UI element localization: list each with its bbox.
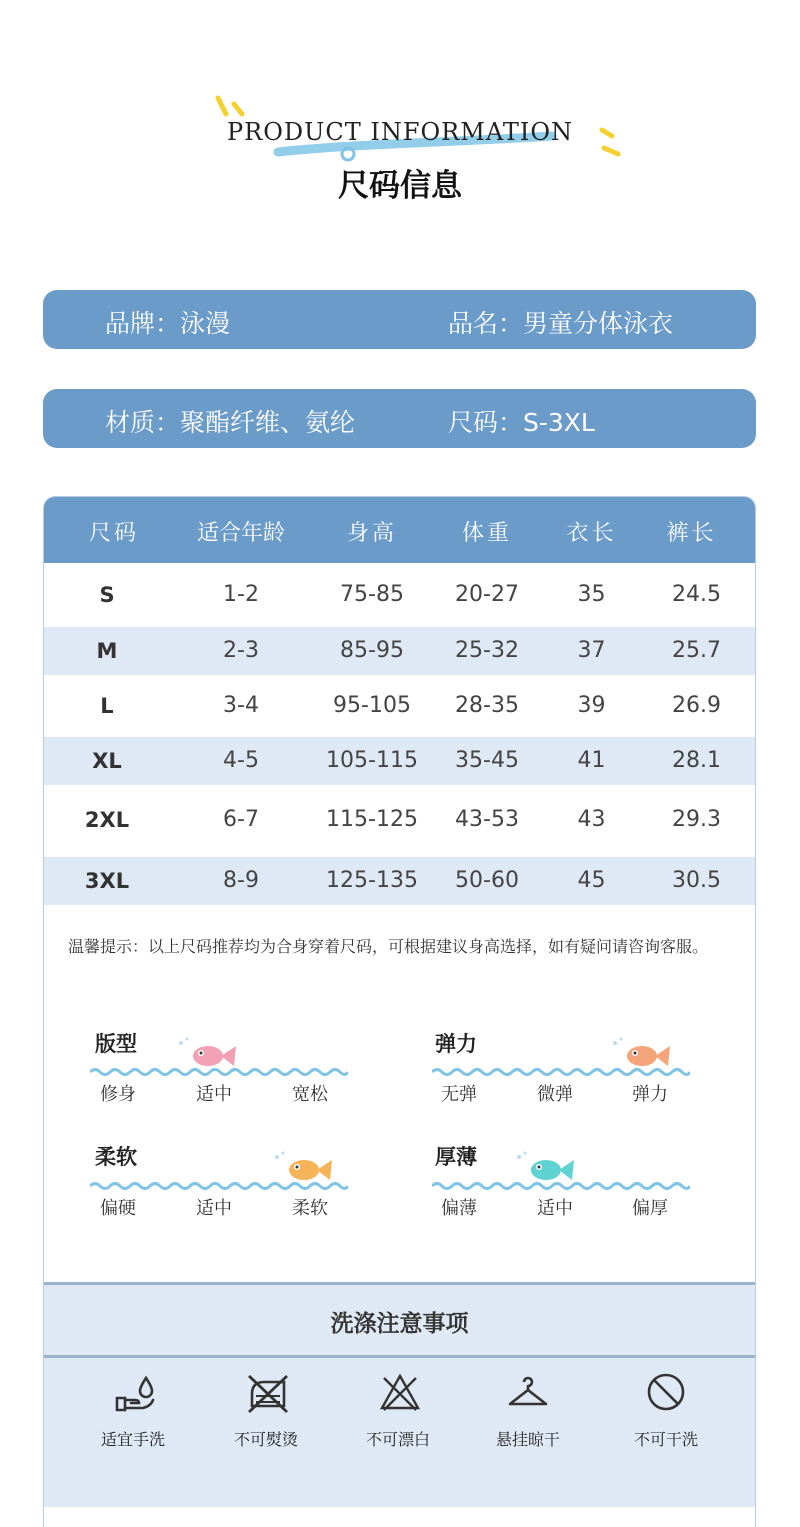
cell-pants-length: 24.5 — [672, 582, 721, 607]
size-table-header — [44, 497, 755, 563]
fish-icon — [612, 1036, 674, 1072]
softness-label-soft: 柔软 — [292, 1198, 328, 1219]
cell-height: 115-125 — [326, 807, 418, 832]
cell-size: S — [99, 583, 115, 607]
cell-top-length: 45 — [577, 868, 606, 893]
cell-age: 6-7 — [223, 807, 259, 832]
cell-size: L — [100, 694, 114, 718]
cell-weight: 28-35 — [455, 693, 519, 718]
product-name-label: 品名：男童分体泳衣 — [448, 309, 674, 338]
cell-top-length: 43 — [577, 807, 606, 832]
softness-label-hard: 偏硬 — [100, 1198, 136, 1219]
fit-label-loose: 宽松 — [292, 1084, 328, 1105]
cell-weight: 35-45 — [455, 748, 519, 773]
thickness-label-medium: 适中 — [537, 1198, 573, 1219]
washing-section — [43, 1282, 756, 1507]
cell-height: 95-105 — [333, 693, 411, 718]
cell-pants-length: 26.9 — [672, 693, 721, 718]
cell-height: 105-115 — [326, 748, 418, 773]
cell-weight: 25-32 — [455, 638, 519, 663]
cell-weight: 43-53 — [455, 807, 519, 832]
cell-pants-length: 25.7 — [672, 638, 721, 663]
fit-label-slim: 修身 — [100, 1084, 136, 1105]
thickness-label-thin: 偏薄 — [441, 1198, 477, 1219]
cell-size: XL — [92, 749, 122, 773]
fish-icon — [178, 1036, 240, 1072]
table-row — [44, 857, 755, 905]
col-header-age: 适合年龄 — [196, 521, 285, 546]
info-pill-brand — [43, 290, 756, 349]
hang-dry-icon — [506, 1370, 550, 1414]
elasticity-label-slight: 微弹 — [537, 1084, 573, 1105]
elasticity-label-none: 无弹 — [441, 1084, 477, 1105]
brand-label: 品牌：泳漫 — [105, 309, 231, 338]
cell-size: 3XL — [84, 869, 130, 893]
cell-top-length: 41 — [577, 748, 606, 773]
wash-label-no-iron: 不可熨烫 — [233, 1430, 298, 1449]
col-header-top-length: 衣长 — [566, 521, 617, 546]
info-pill-material — [43, 389, 756, 448]
no-iron-icon — [246, 1372, 290, 1416]
size-range-label: 尺码：S-3XL — [448, 408, 595, 437]
header-title-en: PRODUCT INFORMATION — [227, 118, 573, 146]
cell-top-length: 35 — [577, 582, 606, 607]
attr-title-fit: 版型 — [95, 1032, 137, 1056]
cell-top-length: 37 — [577, 638, 606, 663]
wash-label-hand-wash: 适宜手洗 — [100, 1430, 165, 1449]
table-row — [44, 675, 755, 735]
wash-label-hang-dry: 悬挂晾干 — [495, 1430, 560, 1449]
attr-title-thickness: 厚薄 — [435, 1145, 477, 1169]
table-row — [44, 563, 755, 625]
cell-pants-length: 29.3 — [672, 807, 721, 832]
fit-label-regular: 适中 — [196, 1084, 232, 1105]
cell-height: 85-95 — [340, 638, 404, 663]
cell-age: 2-3 — [223, 638, 259, 663]
col-header-pants-length: 裤长 — [666, 521, 717, 546]
no-dry-clean-icon — [644, 1370, 688, 1414]
cell-pants-length: 28.1 — [672, 748, 721, 773]
cell-height: 125-135 — [326, 868, 418, 893]
cell-weight: 50-60 — [455, 868, 519, 893]
fish-icon — [274, 1150, 336, 1186]
fish-icon — [516, 1150, 578, 1186]
softness-label-medium: 适中 — [196, 1198, 232, 1219]
wash-label-no-bleach: 不可漂白 — [365, 1430, 430, 1449]
size-tip-note: 温馨提示：以上尺码推荐均为合身穿着尺码，可根据建议身高选择，如有疑问请咨询客服。 — [68, 937, 709, 956]
hand-wash-icon — [113, 1372, 157, 1416]
washing-title: 洗涤注意事项 — [330, 1311, 469, 1337]
cell-weight: 20-27 — [455, 582, 519, 607]
col-header-weight: 体重 — [461, 521, 512, 546]
table-row — [44, 737, 755, 785]
col-header-size: 尺码 — [88, 521, 139, 546]
material-label: 材质：聚酯纤维、氨纶 — [105, 408, 356, 437]
thickness-label-thick: 偏厚 — [632, 1198, 668, 1219]
cell-size: 2XL — [84, 808, 130, 832]
attr-title-softness: 柔软 — [95, 1145, 137, 1169]
cell-age: 1-2 — [223, 582, 259, 607]
washing-title-bar — [44, 1282, 755, 1358]
header-title-cn: 尺码信息 — [338, 168, 462, 204]
cell-age: 4-5 — [223, 748, 259, 773]
elasticity-label-stretch: 弹力 — [632, 1084, 668, 1105]
no-bleach-icon — [378, 1370, 422, 1414]
cell-age: 3-4 — [223, 693, 259, 718]
table-row — [44, 785, 755, 855]
wash-label-no-dry-clean: 不可干洗 — [633, 1430, 698, 1449]
table-row — [44, 627, 755, 675]
cell-height: 75-85 — [340, 582, 404, 607]
cell-top-length: 39 — [577, 693, 606, 718]
attr-title-elasticity: 弹力 — [435, 1032, 477, 1056]
cell-pants-length: 30.5 — [672, 868, 721, 893]
col-header-height: 身高 — [346, 521, 397, 546]
cell-size: M — [96, 639, 118, 663]
cell-age: 8-9 — [223, 868, 259, 893]
